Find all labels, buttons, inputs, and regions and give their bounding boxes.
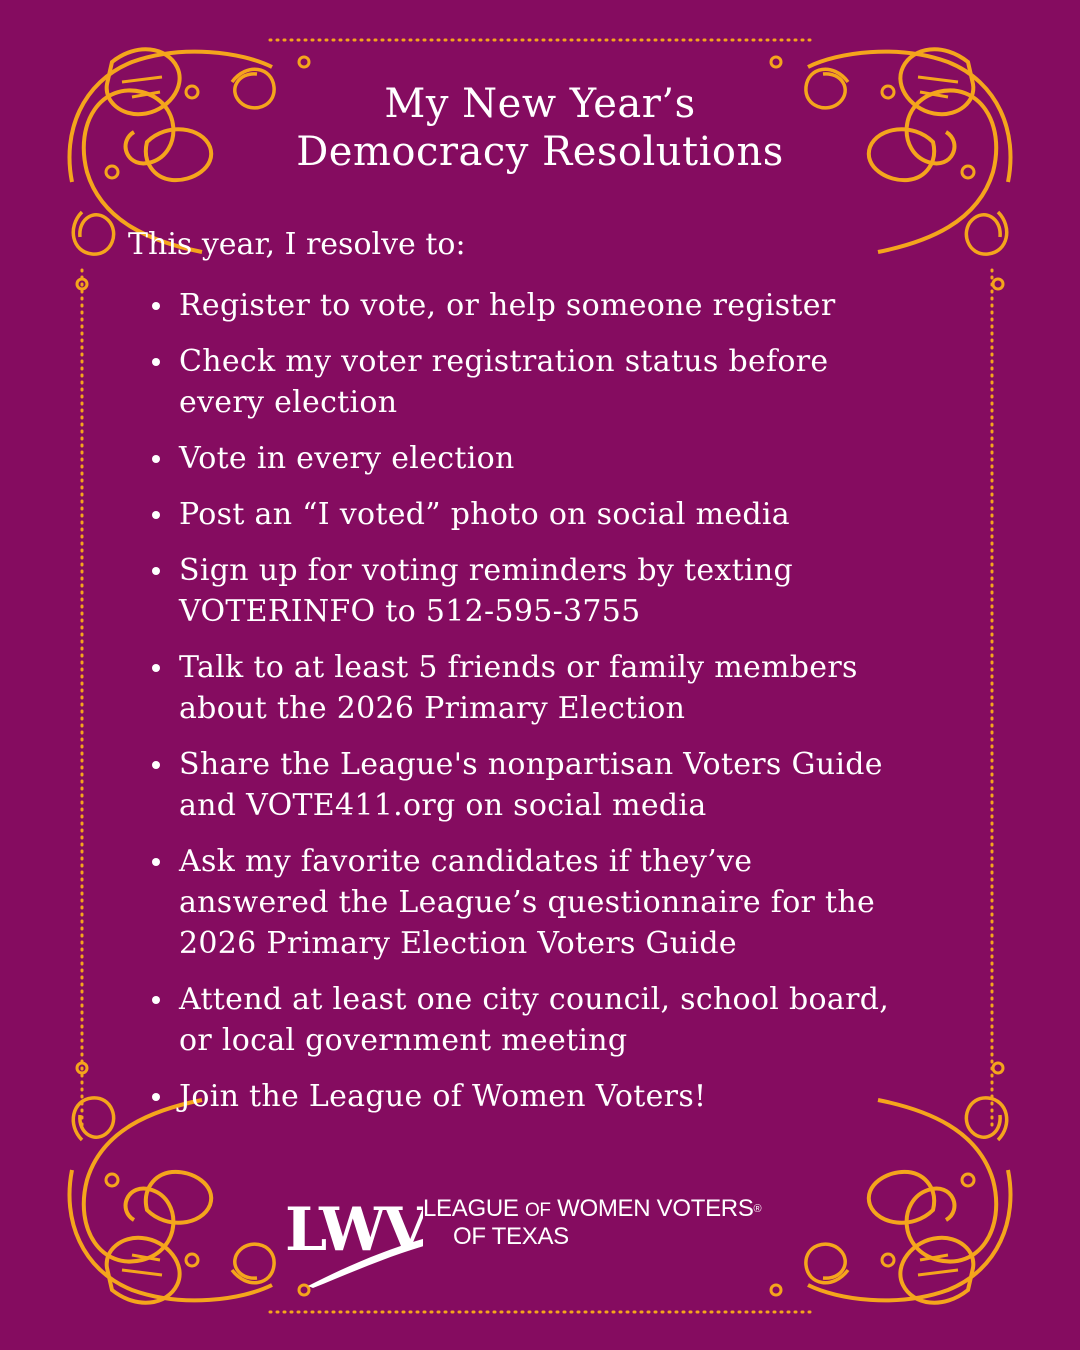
list-item xyxy=(150,438,950,479)
page-title xyxy=(0,80,1080,176)
list-item-line: Join the League of Women Voters! xyxy=(179,1079,707,1114)
list-item-line: 2026 Primary Election Voters Guide xyxy=(179,926,737,961)
registered-mark: ® xyxy=(753,1203,762,1215)
list-item xyxy=(150,550,950,632)
org-name-women-voters: WOMEN VOTERS xyxy=(550,1195,754,1222)
list-item-line: Register to vote, or help someone register xyxy=(179,288,836,323)
intro-text: This year, I resolve to: xyxy=(128,227,466,262)
org-name-league: LEAGUE xyxy=(423,1195,525,1222)
list-item-line: about the 2026 Primary Election xyxy=(179,691,686,726)
org-name xyxy=(423,1196,761,1250)
list-item-line: Talk to at least 5 friends or family members xyxy=(179,650,858,685)
list-item xyxy=(150,841,950,964)
list-item-line: Share the League's nonpartisan Voters Guide xyxy=(179,747,883,782)
bullet-icon xyxy=(152,664,160,672)
list-item-line: Ask my favorite candidates if they’ve xyxy=(179,844,753,879)
resolution-list xyxy=(150,285,950,1132)
list-item-line: every election xyxy=(179,385,398,420)
list-item-line: and VOTE411.org on social media xyxy=(179,788,707,823)
list-item xyxy=(150,1076,950,1117)
list-item xyxy=(150,285,950,326)
bullet-icon xyxy=(152,511,160,519)
lwv-texas-logo xyxy=(283,1188,803,1288)
list-item xyxy=(150,979,950,1061)
list-item-line: Attend at least one city council, school board, xyxy=(179,982,890,1017)
list-item xyxy=(150,494,950,535)
list-item-line: or local government meeting xyxy=(179,1023,628,1058)
list-item-line: VOTERINFO to 512-595-3755 xyxy=(179,594,641,629)
bullet-icon xyxy=(152,858,160,866)
org-name-of: OF xyxy=(524,1200,551,1221)
list-item xyxy=(150,647,950,729)
bullet-icon xyxy=(152,1093,160,1101)
list-item-line: Vote in every election xyxy=(179,441,515,476)
bullet-icon xyxy=(152,761,160,769)
bullet-icon xyxy=(152,358,160,366)
list-item xyxy=(150,744,950,826)
org-name-of-texas: OF TEXAS xyxy=(453,1223,569,1250)
list-item xyxy=(150,341,950,423)
list-item-line: Sign up for voting reminders by texting xyxy=(179,553,794,588)
list-item-line: Check my voter registration status before xyxy=(179,344,829,379)
list-item-line: answered the League’s questionnaire for the xyxy=(179,885,876,920)
bullet-icon xyxy=(152,455,160,463)
title-line-2: Democracy Resolutions xyxy=(296,129,784,175)
bullet-icon xyxy=(152,302,160,310)
title-line-1: My New Year’s xyxy=(384,81,696,127)
lwv-mark-text: LWV xyxy=(285,1195,423,1265)
bullet-icon xyxy=(152,567,160,575)
bullet-icon xyxy=(152,996,160,1004)
list-item-line: Post an “I voted” photo on social media xyxy=(179,497,790,532)
lwv-logo-mark xyxy=(283,1188,423,1288)
